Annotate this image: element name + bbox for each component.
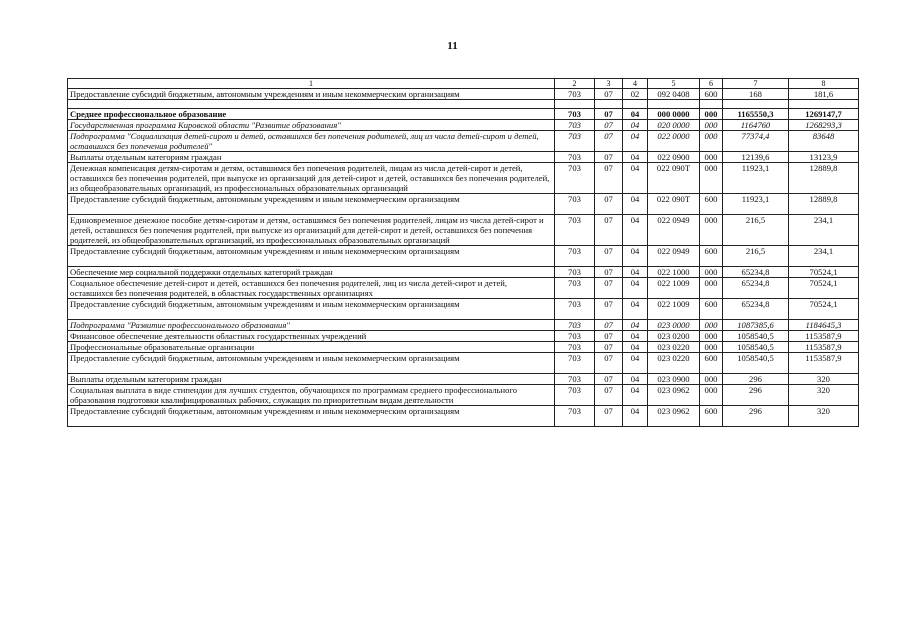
target-article-cell: 023 0220 [648,342,700,353]
table-row [68,299,859,320]
row-name-cell [68,100,555,109]
header-cell: 6 [700,79,723,89]
row-name-cell: Единовременное денежное пособие детям-сиротам и детям, оставшимся без попечения родителей, лицам из числа детей-сирот и детей, оставшихся без попечения родителей, при выпуске из организаций для детей-сирот и детей, оставшихся без попечения родителей, из общеобразовательных организаций, из профессиональных образовательных организаций [68,215,555,246]
amount-year-1-cell: 12139,6 [723,152,789,163]
chapter-code-cell: 703 [555,406,595,427]
target-article-cell: 022 0900 [648,152,700,163]
subsection-cell: 04 [623,374,648,385]
amount-year-1-cell: 1058540,5 [723,331,789,342]
subsection-cell: 04 [623,353,648,374]
section-cell: 07 [595,353,623,374]
subsection-cell: 04 [623,246,648,267]
amount-year-2-cell: 13123,9 [789,152,859,163]
section-cell [595,100,623,109]
chapter-code-cell: 703 [555,267,595,278]
chapter-code-cell: 703 [555,353,595,374]
target-article-cell: 023 0000 [648,320,700,331]
table-row [68,342,859,353]
subsection-cell: 04 [623,331,648,342]
section-cell: 07 [595,120,623,131]
subsection-cell: 04 [623,163,648,194]
section-cell: 07 [595,163,623,194]
chapter-code-cell: 703 [555,278,595,299]
section-cell: 07 [595,331,623,342]
section-cell: 07 [595,131,623,152]
chapter-code-cell: 703 [555,120,595,131]
amount-year-1-cell: 296 [723,385,789,406]
amount-year-2-cell: 234,1 [789,246,859,267]
table-row [68,320,859,331]
budget-table [67,78,859,427]
chapter-code-cell: 703 [555,194,595,215]
chapter-code-cell: 703 [555,246,595,267]
expense-type-cell: 000 [700,131,723,152]
amount-year-2-cell: 1269147,7 [789,109,859,120]
header-cell: 3 [595,79,623,89]
target-article-cell: 022 090Т [648,163,700,194]
target-article-cell: 092 0408 [648,89,700,100]
chapter-code-cell: 703 [555,131,595,152]
section-cell: 07 [595,406,623,427]
table-row [68,163,859,194]
amount-year-1-cell: 1087385,6 [723,320,789,331]
row-name-cell: Предоставление субсидий бюджетным, автономным учреждениям и иным некоммерческим организациям [68,353,555,374]
chapter-code-cell: 703 [555,385,595,406]
subsection-cell: 04 [623,320,648,331]
header-cell: 1 [68,79,555,89]
amount-year-2-cell: 320 [789,385,859,406]
expense-type-cell: 600 [700,194,723,215]
amount-year-2-cell: 70524,1 [789,267,859,278]
expense-type-cell: 000 [700,385,723,406]
subsection-cell [623,100,648,109]
amount-year-1-cell: 1058540,5 [723,342,789,353]
subsection-cell: 04 [623,215,648,246]
amount-year-1-cell: 1058540,5 [723,353,789,374]
header-cell: 8 [789,79,859,89]
expense-type-cell: 000 [700,331,723,342]
target-article-cell [648,100,700,109]
table-row [68,278,859,299]
subsection-cell: 04 [623,109,648,120]
section-cell: 07 [595,89,623,100]
subsection-cell: 04 [623,152,648,163]
section-cell: 07 [595,342,623,353]
row-name-cell: Предоставление субсидий бюджетным, автономным учреждениям и иным некоммерческим организациям [68,406,555,427]
row-name-cell: Предоставление субсидий бюджетным, автономным учреждениям и иным некоммерческим организациям [68,89,555,100]
amount-year-1-cell: 1165550,3 [723,109,789,120]
amount-year-1-cell: 296 [723,374,789,385]
amount-year-1-cell: 11923,1 [723,194,789,215]
chapter-code-cell: 703 [555,342,595,353]
table-row [68,215,859,246]
amount-year-2-cell: 70524,1 [789,299,859,320]
amount-year-2-cell [789,100,859,109]
expense-type-cell: 000 [700,374,723,385]
header-cell: 7 [723,79,789,89]
row-name-cell: Предоставление субсидий бюджетным, автономным учреждениям и иным некоммерческим организациям [68,194,555,215]
amount-year-1-cell: 168 [723,89,789,100]
table-row [68,131,859,152]
chapter-code-cell: 703 [555,320,595,331]
target-article-cell: 022 090Т [648,194,700,215]
target-article-cell: 022 1000 [648,267,700,278]
target-article-cell: 022 0949 [648,215,700,246]
section-cell: 07 [595,194,623,215]
target-article-cell: 023 0200 [648,331,700,342]
amount-year-2-cell: 1153587,9 [789,331,859,342]
row-name-cell: Подпрограмма "Социализация детей-сирот и детей, оставшихся без попечения родителей, лиц из числа детей-сирот и детей, оставшихся без попечения родителей" [68,131,555,152]
table-row [68,120,859,131]
row-name-cell: Социальное обеспечение детей-сирот и детей, оставшихся без попечения родителей, лиц из числа детей-сирот и детей, оставшихся без попечения родителей, в областных государственных организациях [68,278,555,299]
table-row [68,152,859,163]
row-name-cell: Среднее профессиональное образование [68,109,555,120]
chapter-code-cell: 703 [555,299,595,320]
subsection-cell: 04 [623,267,648,278]
expense-type-cell: 000 [700,120,723,131]
row-name-cell: Социальная выплата в виде стипендии для лучших студентов, обучающихся по программам среднего профессионального образования подготовки квалифицированных рабочих, служащих по приоритетным видам деятельности [68,385,555,406]
table-row [68,109,859,120]
section-cell: 07 [595,246,623,267]
row-name-cell: Предоставление субсидий бюджетным, автономным учреждениям и иным некоммерческим организациям [68,299,555,320]
amount-year-1-cell: 65234,8 [723,278,789,299]
section-cell: 07 [595,385,623,406]
target-article-cell: 023 0962 [648,385,700,406]
chapter-code-cell: 703 [555,163,595,194]
subsection-cell: 04 [623,278,648,299]
expense-type-cell: 600 [700,299,723,320]
amount-year-1-cell: 65234,8 [723,299,789,320]
header-cell: 5 [648,79,700,89]
amount-year-2-cell: 234,1 [789,215,859,246]
amount-year-2-cell: 70524,1 [789,278,859,299]
expense-type-cell: 000 [700,320,723,331]
subsection-cell: 04 [623,299,648,320]
chapter-code-cell [555,100,595,109]
chapter-code-cell: 703 [555,374,595,385]
header-cell: 4 [623,79,648,89]
expense-type-cell: 000 [700,109,723,120]
table-header-row [68,79,859,89]
row-name-cell: Обеспечение мер социальной поддержки отдельных категорий граждан [68,267,555,278]
table-row [68,385,859,406]
amount-year-1-cell: 77374,4 [723,131,789,152]
chapter-code-cell: 703 [555,89,595,100]
chapter-code-cell: 703 [555,152,595,163]
row-name-cell: Государственная программа Кировской области "Развитие образования" [68,120,555,131]
table-row [68,353,859,374]
subsection-cell: 04 [623,385,648,406]
target-article-cell: 020 0000 [648,120,700,131]
header-cell: 2 [555,79,595,89]
amount-year-1-cell: 65234,8 [723,267,789,278]
amount-year-1-cell: 216,5 [723,215,789,246]
section-cell: 07 [595,278,623,299]
row-name-cell: Выплаты отдельным категориям граждан [68,374,555,385]
section-cell: 07 [595,152,623,163]
section-cell: 07 [595,109,623,120]
amount-year-2-cell: 12889,8 [789,194,859,215]
expense-type-cell: 000 [700,163,723,194]
table-row [68,374,859,385]
table-row [68,100,859,109]
expense-type-cell: 600 [700,353,723,374]
expense-type-cell: 600 [700,246,723,267]
subsection-cell: 04 [623,120,648,131]
row-name-cell: Денежная компенсация детям-сиротам и детям, оставшимся без попечения родителей, лицам из числа детей-сирот и детей, оставшихся без попечения родителей, при выпуске из организаций для детей-сирот и детей, оставшихся без попечения родителей, из общеобразовательных организаций, из профессиональных образовательных организаций [68,163,555,194]
target-article-cell: 023 0962 [648,406,700,427]
expense-type-cell: 000 [700,342,723,353]
amount-year-1-cell [723,100,789,109]
table-row [68,246,859,267]
amount-year-2-cell: 1184645,3 [789,320,859,331]
subsection-cell: 02 [623,89,648,100]
amount-year-2-cell: 320 [789,374,859,385]
target-article-cell: 022 1009 [648,278,700,299]
amount-year-2-cell: 1153587,9 [789,353,859,374]
amount-year-2-cell: 83648 [789,131,859,152]
amount-year-2-cell: 1153587,9 [789,342,859,353]
row-name-cell: Профессиональные образовательные организации [68,342,555,353]
table-row [68,406,859,427]
expense-type-cell: 600 [700,406,723,427]
table-row [68,267,859,278]
amount-year-2-cell: 1268293,3 [789,120,859,131]
expense-type-cell: 000 [700,152,723,163]
section-cell: 07 [595,215,623,246]
table-row [68,194,859,215]
amount-year-2-cell: 12889,8 [789,163,859,194]
target-article-cell: 022 1009 [648,299,700,320]
subsection-cell: 04 [623,131,648,152]
expense-type-cell: 000 [700,267,723,278]
expense-type-cell: 600 [700,89,723,100]
expense-type-cell: 000 [700,215,723,246]
target-article-cell: 023 0900 [648,374,700,385]
table-row [68,89,859,100]
subsection-cell: 04 [623,342,648,353]
subsection-cell: 04 [623,194,648,215]
table-row [68,331,859,342]
amount-year-1-cell: 1164760 [723,120,789,131]
subsection-cell: 04 [623,406,648,427]
row-name-cell: Предоставление субсидий бюджетным, автономным учреждениям и иным некоммерческим организациям [68,246,555,267]
chapter-code-cell: 703 [555,215,595,246]
target-article-cell: 022 0949 [648,246,700,267]
row-name-cell: Подпрограмма "Развитие профессионального образования" [68,320,555,331]
section-cell: 07 [595,299,623,320]
expense-type-cell: 000 [700,278,723,299]
expense-type-cell [700,100,723,109]
page-number: 11 [447,40,458,52]
row-name-cell: Финансовое обеспечение деятельности областных государственных учреждений [68,331,555,342]
amount-year-1-cell: 216,5 [723,246,789,267]
chapter-code-cell: 703 [555,331,595,342]
amount-year-1-cell: 296 [723,406,789,427]
amount-year-2-cell: 320 [789,406,859,427]
target-article-cell: 000 0000 [648,109,700,120]
amount-year-2-cell: 181,6 [789,89,859,100]
amount-year-1-cell: 11923,1 [723,163,789,194]
target-article-cell: 023 0220 [648,353,700,374]
section-cell: 07 [595,267,623,278]
section-cell: 07 [595,374,623,385]
row-name-cell: Выплаты отдельным категориям граждан [68,152,555,163]
target-article-cell: 022 0000 [648,131,700,152]
section-cell: 07 [595,320,623,331]
chapter-code-cell: 703 [555,109,595,120]
